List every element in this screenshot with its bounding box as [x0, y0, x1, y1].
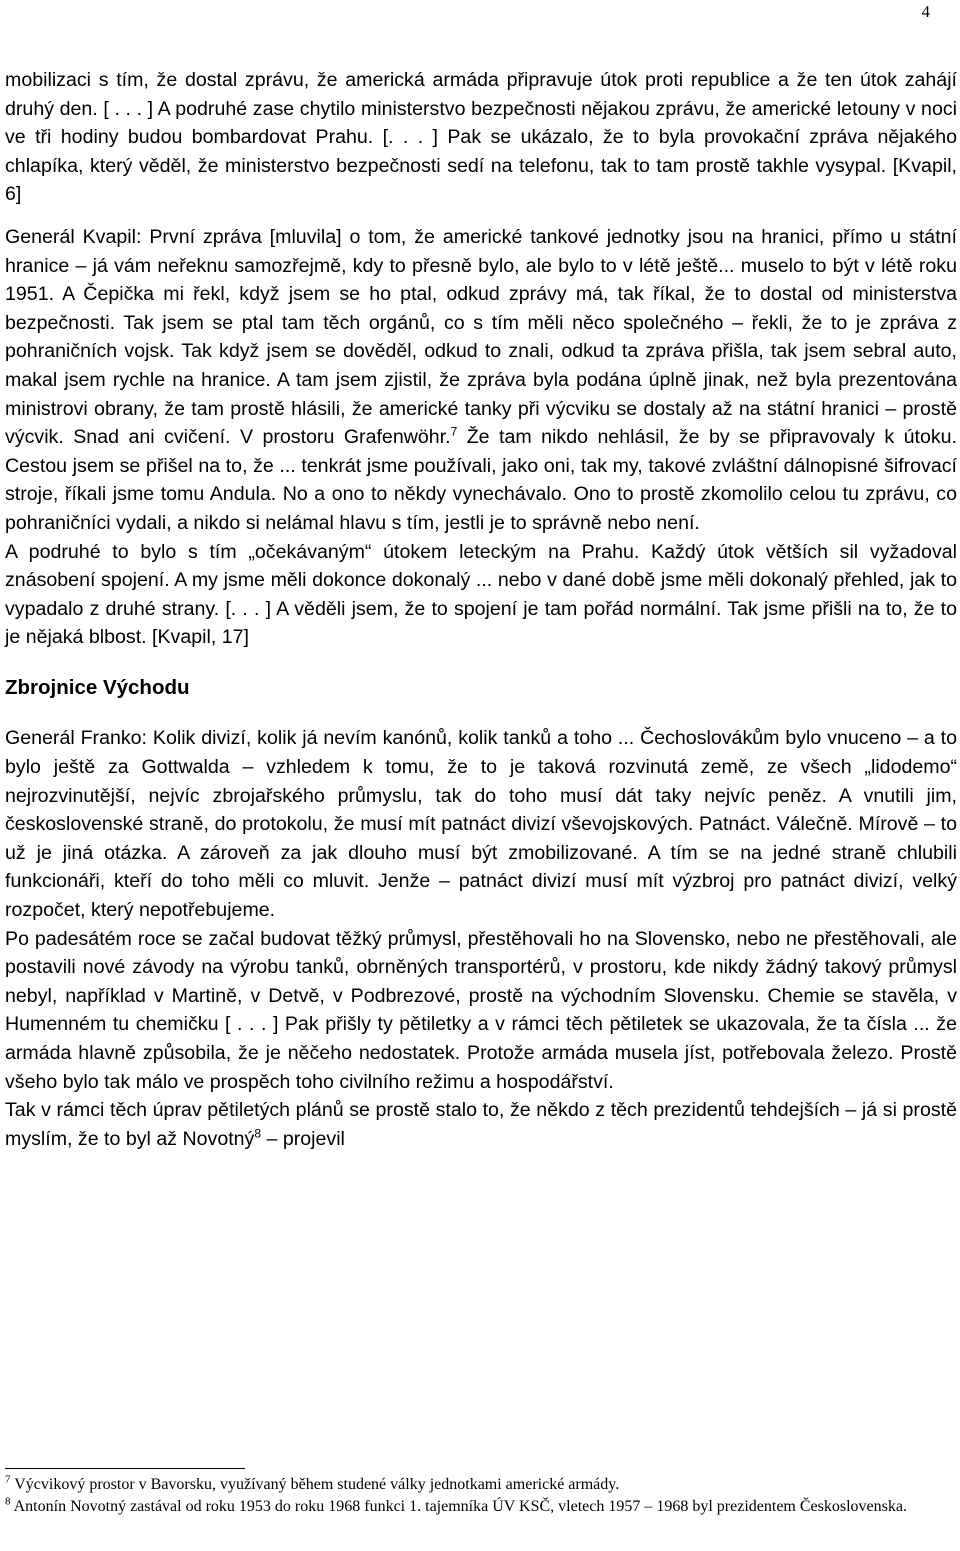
- footnote-7: [5, 1474, 959, 1496]
- paragraph-2: [5, 223, 957, 538]
- footnote-ref-8: 8: [254, 1126, 262, 1141]
- footnote-ref-7: 7: [450, 424, 458, 439]
- footnote-text: Výcvikový prostor v Bavorsku, využívaný během studené války jednotkami americké armády.: [14, 1476, 620, 1493]
- page-number: 4: [921, 2, 930, 21]
- paragraph-5: Po padesátém roce se začal budovat těžký průmysl, přestěhovali ho na Slovensko, nebo ne přestěhovali, ale postavili nové závody na výrobu tanků, obrněných transportérů, v prostoru, kde nikdy žádný takový průmysl nebyl, například v Martině, v Detvě, v Podbrezové, prostě na východním Slovensku. Chemie se stavěla, v Humenném tu chemičku [ . . . ] Pak přišly ty pětiletky a v rámci těch pětiletek se ukazovala, že ta čísla ... že armáda hlavně způsobila, že je něčeho nedostatek. Protože armáda musela jíst, potřebovala železo. Prostě všeho bylo tak málo ve prospěch toho civilního režimu a hospodářství.: [5, 927, 957, 1093]
- paragraph-6-text-a: Tak v rámci těch úprav pětiletých plánů se prostě stalo to, že někdo z těch prezidentů tehdejších – já si prostě myslím, že to byl až Novotný: [5, 1099, 957, 1150]
- footnote-number: 8: [5, 1495, 11, 1508]
- paragraph-1: mobilizaci s tím, že dostal zprávu, že americká armáda připravuje útok proti republice a že ten útok zahájí druhý den. [ . . . ] A podruhé zase chytilo ministerstvo bezpečnosti nějakou zprávu, že americké letouny v noci ve tři hodiny budou bombardovat Prahu. [. . . ] Pak se ukázalo, že to byla provokační zpráva nějakého chlapíka, který věděl, že ministerstvo bezpečnosti sedí na telefonu, tak to tam prostě takhle vysypal. [Kvapil, 6]: [5, 69, 957, 206]
- footnote-divider: [5, 1468, 245, 1469]
- paragraph-2-text-a: Generál Kvapil: První zpráva [mluvila] o tom, že americké tankové jednotky jsou na hranici, přímo u státní hranice – já vám neřeknu samozřejmě, kdy to přesně bylo, ale bylo to v létě ještě... muselo to být v létě roku 1951. A Čepička mi řekl, když jsem se ho ptal, odkud zprávy má, tak říkal, že to dostal od ministerstva bezpečnosti. Tak jsem se ptal tam těch orgánů, co s tím měli něco společného – řekli, že to je zpráva z pohraničních vojsk. Tak když jsem se dověděl, odkud to znali, odkud ta zpráva přišla, tak jsem sebral auto, makal jsem rychle na hranice. A tam jsem zjistil, že zpráva byla podána úplně jinak, než byla prezentována ministrovi obrany, že tam prostě hlásili, že americké tanky při výcviku se dostaly až na státní hranici – prostě výcvik. Snad ani cvičení. V prostoru Grafenwöhr.: [5, 225, 957, 449]
- paragraph-2-text-b: Že tam nikdo nehlásil, že by se připravovaly k útoku. Cestou jsem se přišel na to, že ... tenkrát jsme používali, jako oni, tak my, takové zvláštní dálnopisné šifrovací stroje, říkali jsme tomu Andula. No a ono to někdy vynechávalo. Ono to prostě zkomolilo celou tu zprávu, co pohraničníci vydali, a nikdo si nelámal hlavu s tím, jestli je to správně nebo není.: [5, 426, 957, 534]
- section-heading: Zbrojnice Východu: [5, 675, 190, 699]
- paragraph-4: Generál Franko: Kolik divizí, kolik já nevím kanónů, kolik tanků a toho ... Čechoslovákům bylo vnuceno – a to bylo ještě za Gottwalda – vzhledem k tomu, že to je taková rozvinutá země, ze všech „lidodemo“ nejrozvinutější, nejvíc zbrojařského průmyslu, tak do toho musí dát taky nejvíc peněz. A vnutili jim, československé straně, do protokolu, že musí mít patnáct divizí vševojskových. Patnáct. Válečně. Mírově – to už je jiná otázka. A zároveň za jak dlouho musí být zmobilizované. A tím se na jedné straně chlubili funkcionáři, kteří do toho měli co mluvit. Jenže – patnáct divizí musí mít výzbroj pro patnáct divizí, velký rozpočet, který nepotřebujeme.: [5, 727, 957, 922]
- document-body: [5, 66, 957, 1153]
- footnote-text: Antonín Novotný zastával od roku 1953 do roku 1968 funkci 1. tajemníka ÚV KSČ, vletech 1957 – 1968 byl prezidentem Československa.: [13, 1498, 907, 1515]
- footnote-8: [5, 1496, 959, 1518]
- footnote-number: 7: [5, 1473, 11, 1486]
- paragraph-3: A podruhé to bylo s tím „očekávaným“ útokem leteckým na Prahu. Každý útok větších sil vyžadoval znásobení spojení. A my jsme měli dokonce dokonalý ... nebo v dané době jsme měli dokonalý přehled, jak to vypadalo z druhé strany. [. . . ] A věděli jsem, že to spojení je tam pořád normální. Tak jsme přišli na to, že to je nějaká blbost. [Kvapil, 17]: [5, 540, 957, 649]
- paragraph-6: [5, 1096, 957, 1153]
- paragraph-6-text-b: – projevil: [261, 1127, 345, 1150]
- footnotes: [5, 1468, 959, 1518]
